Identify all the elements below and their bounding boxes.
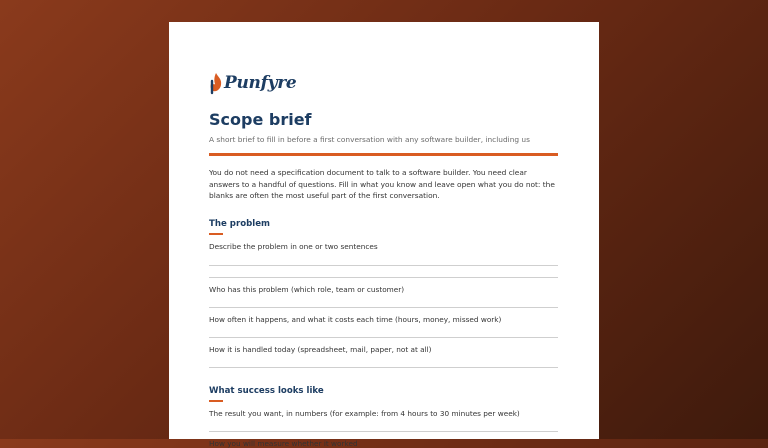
title-divider <box>209 153 558 156</box>
field-label-frequency-cost: How often it happens, and what it costs each time (hours, money, missed work) <box>209 315 502 324</box>
section-title-success: What success looks like <box>209 386 324 396</box>
answer-line[interactable] <box>209 337 558 338</box>
answer-line[interactable] <box>209 307 558 308</box>
answer-line[interactable] <box>209 367 558 368</box>
field-label-problem-description: Describe the problem in one or two sentences <box>209 242 378 251</box>
flame-icon <box>209 72 223 94</box>
page-title: Scope brief <box>209 110 312 129</box>
document-page <box>169 22 599 448</box>
brand-logo <box>209 72 296 94</box>
field-label-who: Who has this problem (which role, team or customer) <box>209 285 405 294</box>
intro-paragraph: You do not need a specification document to talk to a software builder. You need clear answers to a handful of questions. Fill in what you know and leave open what you do not: the blanks are often the most useful part of the first conversation. <box>209 168 555 201</box>
answer-line[interactable] <box>209 431 558 432</box>
section-title-problem: The problem <box>209 219 270 229</box>
field-label-current-handling: How it is handled today (spreadsheet, mail, paper, not at all) <box>209 345 432 354</box>
answer-line[interactable] <box>209 265 558 266</box>
answer-line[interactable] <box>209 277 558 278</box>
section-underline <box>209 233 223 235</box>
field-label-measurement: How you will measure whether it worked <box>209 439 358 448</box>
field-label-result: The result you want, in numbers (for example: from 4 hours to 30 minutes per week) <box>209 409 520 418</box>
section-underline <box>209 400 223 402</box>
page-subtitle: A short brief to fill in before a first conversation with any software builder, including us <box>209 135 530 144</box>
brand-name: Punfyre <box>224 73 297 93</box>
